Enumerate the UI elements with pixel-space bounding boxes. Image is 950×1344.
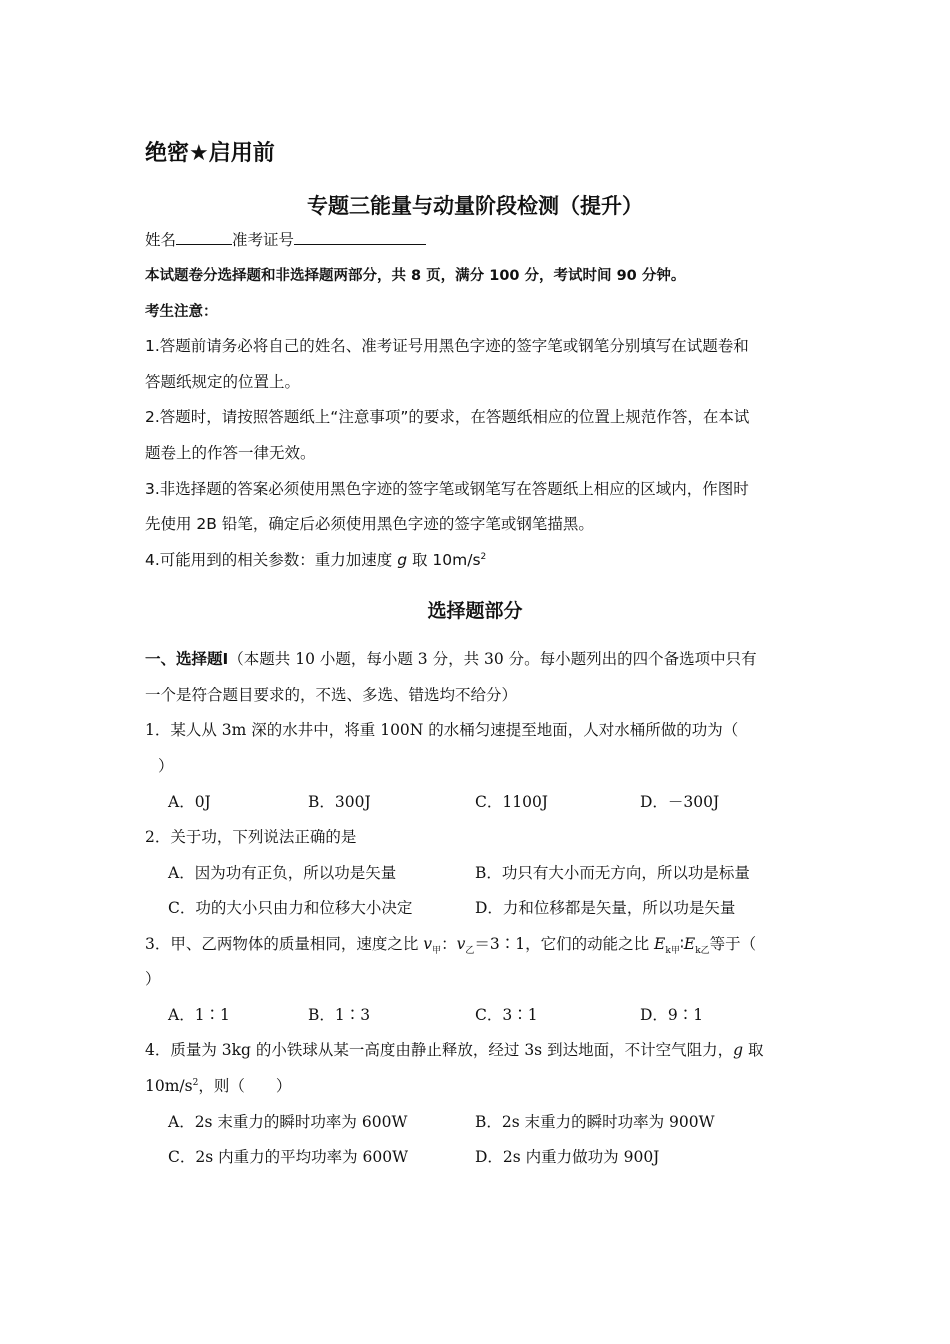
note-3-line-1: 3.非选择题的答案必须使用黑色字迹的签字笔或钢笔写在答题纸上相应的区域内，作图时 bbox=[145, 480, 749, 498]
q2-text: 2．关于功，下列说法正确的是 bbox=[145, 828, 357, 846]
id-blank bbox=[294, 229, 426, 245]
q4-text: 4．质量为 3kg 的小铁球从某一高度由静止释放，经过 3s 到达地面，不计空气阻力，g 取 bbox=[145, 1041, 764, 1059]
note-1-line-2: 答题纸规定的位置上。 bbox=[145, 373, 301, 391]
part-desc-line-2: 一个是符合题目要求的，不选、多选、错选均不给分） bbox=[145, 686, 518, 704]
q1-option-a[interactable]: A．0J bbox=[168, 793, 211, 811]
q4-option-c[interactable]: C．2s 内重力的平均功率为 600W bbox=[168, 1148, 409, 1166]
q3-option-c[interactable]: C．3∶1 bbox=[475, 1006, 538, 1024]
candidate-fields bbox=[145, 228, 426, 250]
q1-text-end: ） bbox=[158, 757, 174, 775]
part-desc-line-1: （本题共 10 小题，每小题 3 分，共 30 分。每小题列出的四个备选项中只有 bbox=[228, 650, 757, 668]
q3-option-b[interactable]: B．1∶3 bbox=[308, 1006, 371, 1024]
note-2-line-2: 题卷上的作答一律无效。 bbox=[145, 444, 316, 462]
q4-option-d[interactable]: D．2s 内重力做功为 900J bbox=[475, 1148, 660, 1166]
q3-text: 3．甲、乙两物体的质量相同，速度之比 $v_甲$：$v_乙=3∶1$，它们的动能之比 $E_{k甲}∶E_{k乙}$等于（ bbox=[145, 935, 757, 957]
q2-option-a[interactable]: A．因为功有正负，所以功是矢量 bbox=[168, 864, 397, 882]
name-label: 姓名 bbox=[145, 231, 177, 249]
note-4: 4.可能用到的相关参数：重力加速度 g 取 $10m/s^2$ bbox=[145, 551, 487, 569]
section-title: 选择题部分 bbox=[427, 600, 523, 622]
q1-text: 1．某人从 3m 深的水井中，将重 100N 的水桶匀速提至地面，人对水桶所做的功为（ bbox=[145, 721, 739, 739]
g-symbol: g bbox=[397, 551, 408, 569]
q1-option-d[interactable]: D．－300J bbox=[640, 793, 720, 811]
notice-title: 考生注意： bbox=[145, 304, 218, 320]
q3-text-end: ） bbox=[145, 970, 161, 988]
exam-summary: 本试题卷分选择题和非选择题两部分，共 8 页，满分 100 分，考试时间 90 分钟。 bbox=[145, 268, 686, 284]
q2-option-c[interactable]: C．功的大小只由力和位移大小决定 bbox=[168, 899, 413, 917]
q2-option-d[interactable]: D．力和位移都是矢量，所以功是矢量 bbox=[475, 899, 736, 917]
q3-option-a[interactable]: A．1∶1 bbox=[168, 1006, 230, 1024]
q3-option-d[interactable]: D．9∶1 bbox=[640, 1006, 704, 1024]
part-heading bbox=[145, 647, 757, 669]
note-1-line-1: 1.答题前请务必将自己的姓名、准考证号用黑色字迹的签字笔或钢笔分别填写在试题卷和 bbox=[145, 337, 749, 355]
q1-option-c[interactable]: C．1100J bbox=[475, 793, 549, 811]
part-label: 一、选择题Ⅰ bbox=[145, 650, 229, 668]
q4-option-a[interactable]: A．2s 末重力的瞬时功率为 600W bbox=[168, 1113, 408, 1131]
q1-option-b[interactable]: B．300J bbox=[308, 793, 371, 811]
id-label: 准考证号 bbox=[232, 231, 295, 249]
page-title: 专题三能量与动量阶段检测（提升） bbox=[307, 194, 643, 218]
note-3-line-2: 先使用 2B 铅笔，确定后必须使用黑色字迹的签字笔或钢笔描黑。 bbox=[145, 515, 594, 533]
note-2-line-1: 2.答题时，请按照答题纸上“注意事项”的要求，在答题纸相应的位置上规范作答，在本试 bbox=[145, 408, 750, 426]
name-blank bbox=[176, 229, 232, 245]
secret-label: 绝密★启用前 bbox=[145, 141, 275, 166]
q4-option-b[interactable]: B．2s 末重力的瞬时功率为 900W bbox=[475, 1113, 715, 1131]
q2-option-b[interactable]: B．功只有大小而无方向，所以功是标量 bbox=[475, 864, 750, 882]
q4-text-line-2: $10m/s^2$，则（ ） bbox=[145, 1077, 292, 1095]
